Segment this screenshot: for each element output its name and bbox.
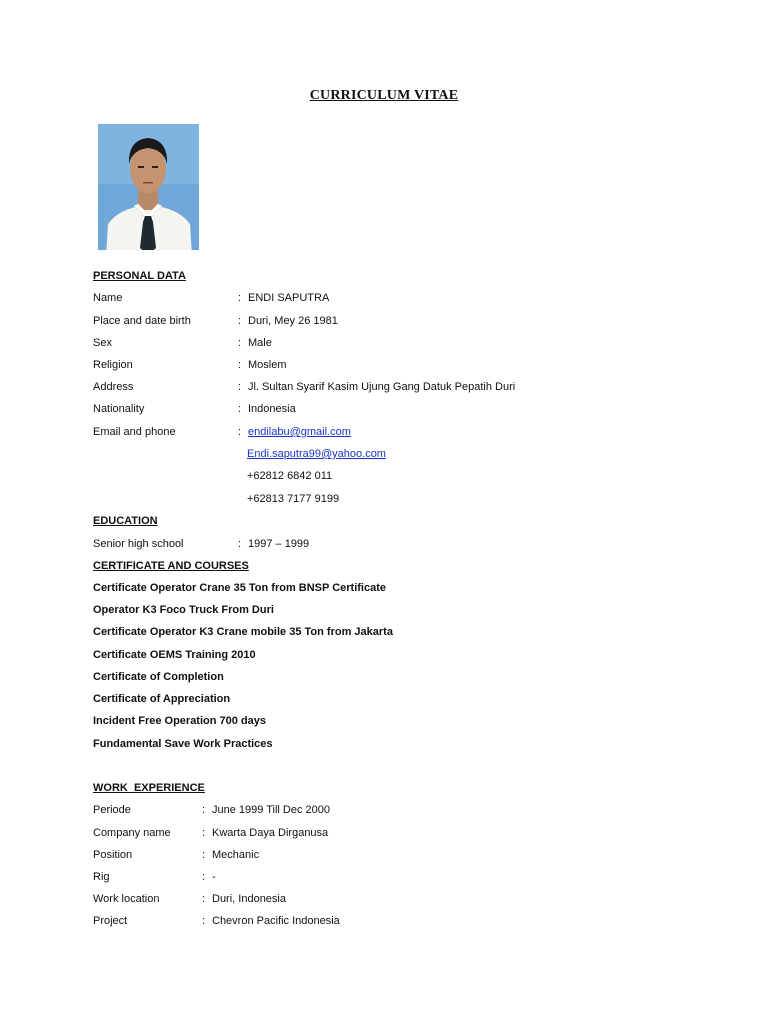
education-heading: EDUCATION xyxy=(93,515,158,527)
school-value: 1997 – 1999 xyxy=(248,538,310,550)
school-label: Senior high school xyxy=(93,538,184,550)
certificate-item: Fundamental Save Work Practices xyxy=(93,738,273,750)
address-label: Address xyxy=(93,381,134,393)
nationality-label: Nationality xyxy=(93,403,145,415)
profile-photo xyxy=(98,124,199,257)
phone-number-1: +62812 6842 011 xyxy=(247,470,333,482)
company-label: Company name xyxy=(93,827,171,839)
rig-separator: : xyxy=(202,871,206,883)
sex-value: Male xyxy=(248,337,272,349)
work-experience-heading: WORK EXPERIENCE xyxy=(93,782,205,794)
company-separator: : xyxy=(202,827,206,839)
nationality-value: Indonesia xyxy=(248,403,296,415)
name-label: Name xyxy=(93,292,123,304)
location-value: Duri, Indonesia xyxy=(212,893,286,905)
email-link-yahoo[interactable]: Endi.saputra99@yahoo.com xyxy=(247,448,386,460)
project-label: Project xyxy=(93,915,128,927)
position-label: Position xyxy=(93,849,133,861)
certificate-item: Incident Free Operation 700 days xyxy=(93,715,267,727)
document-title: CURRICULUM VITAE xyxy=(309,88,459,103)
certificates-heading: CERTIFICATE AND COURSES xyxy=(93,560,249,572)
company-value: Kwarta Daya Dirganusa xyxy=(212,827,329,839)
address-separator: : xyxy=(238,381,242,393)
rig-label: Rig xyxy=(93,871,110,883)
periode-value: June 1999 Till Dec 2000 xyxy=(212,804,331,816)
periode-label: Periode xyxy=(93,804,131,816)
sex-label: Sex xyxy=(93,337,112,349)
birth-separator: : xyxy=(238,315,242,327)
email-link-gmail[interactable]: endilabu@gmail.com xyxy=(248,426,351,438)
position-separator: : xyxy=(202,849,206,861)
certificate-item: Certificate of Completion xyxy=(93,671,224,683)
contact-separator: : xyxy=(238,426,242,438)
address-value: Jl. Sultan Syarif Kasim Ujung Gang Datuk Pepatih Duri xyxy=(248,381,516,393)
phone-number-2: +62813 7177 9199 xyxy=(247,493,340,505)
certificate-item: Certificate Operator Crane 35 Ton from BNSP Certificate xyxy=(93,582,387,594)
rig-value: - xyxy=(212,871,216,883)
project-separator: : xyxy=(202,915,206,927)
name-separator: : xyxy=(238,292,242,304)
certificate-item: Certificate OEMS Training 2010 xyxy=(93,649,256,661)
position-value: Mechanic xyxy=(212,849,260,861)
school-separator: : xyxy=(238,538,242,550)
location-label: Work location xyxy=(93,893,160,905)
religion-label: Religion xyxy=(93,359,133,371)
periode-separator: : xyxy=(202,804,206,816)
name-value: ENDI SAPUTRA xyxy=(248,292,330,304)
personal-data-heading: PERSONAL DATA xyxy=(93,270,186,282)
certificate-item: Operator K3 Foco Truck From Duri xyxy=(93,604,274,616)
location-separator: : xyxy=(202,893,206,905)
project-value: Chevron Pacific Indonesia xyxy=(212,915,340,927)
certificate-item: Certificate Operator K3 Crane mobile 35 Ton from Jakarta xyxy=(93,626,393,638)
certificate-item: Certificate of Appreciation xyxy=(93,693,231,705)
sex-separator: : xyxy=(238,337,242,349)
nationality-separator: : xyxy=(238,403,242,415)
birth-value: Duri, Mey 26 1981 xyxy=(248,315,338,327)
birth-label: Place and date birth xyxy=(93,315,191,327)
religion-separator: : xyxy=(238,359,242,371)
contact-label: Email and phone xyxy=(93,426,176,438)
religion-value: Moslem xyxy=(248,359,287,371)
